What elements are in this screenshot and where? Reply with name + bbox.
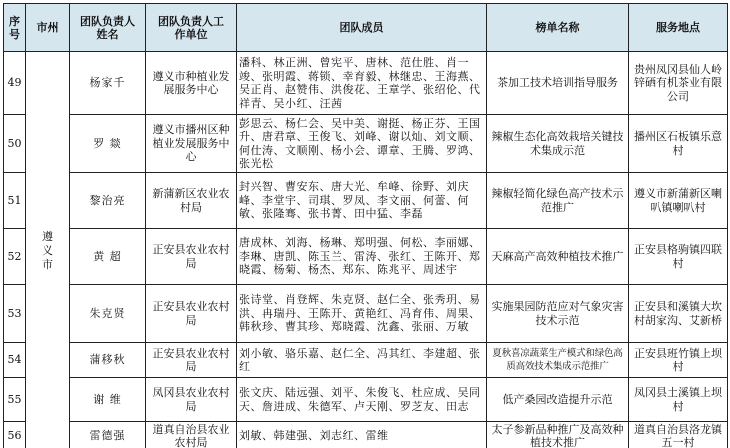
leader-name: 谢 维	[70, 378, 146, 422]
header-city: 市州	[26, 4, 70, 52]
service-place: 正安县班竹镇上坝村	[629, 343, 728, 378]
table-row	[4, 343, 728, 378]
row-number: 49	[4, 52, 26, 115]
leader-unit: 遵义市播州区种植业发展服务中心	[146, 115, 237, 173]
row-number: 51	[4, 173, 26, 229]
service-place: 遵义市新蒲新区喇叭镇喇叭村	[629, 173, 728, 229]
leader-name: 雷德强	[70, 422, 146, 448]
city-cell	[26, 52, 70, 448]
header-unit: 团队负责人工作单位	[146, 4, 237, 52]
row-number: 56	[4, 422, 26, 448]
list-name: 实施果园防范应对气象灾害技术示范	[487, 285, 629, 343]
team-members: 张诗堂、肖登辉、朱克贤、赵仁全、张秀玥、易洪、冉瑞丹、王陈开、黄艳红、冯育伟、周果、韩秋珍、曹其珍、郑晓霞、沈鑫、张丽、万敏	[237, 285, 487, 343]
header-place: 服务地点	[629, 4, 728, 52]
leader-name: 罗 燚	[70, 115, 146, 173]
table-body	[4, 52, 728, 448]
table-row	[4, 173, 728, 229]
leader-name: 杨家千	[70, 52, 146, 115]
team-roster-table	[3, 3, 728, 448]
leader-unit: 正安县农业农村局	[146, 285, 237, 343]
team-members: 封兴智、曹安东、唐大光、牟峰、徐野、刘庆峰、李堂宇、司琪、罗凤、李文丽、何蕾、何敏、张隆骞、张书菁、田中猛、李磊	[237, 173, 487, 229]
service-place: 播州区石板镇乐意村	[629, 115, 728, 173]
service-place: 正安县格驹镇四联村	[629, 229, 728, 285]
list-name: 夏秋喜凉蔬菜生产模式和绿色高质高效技术集成示范推广	[487, 343, 629, 378]
service-place: 贵州凤冈县仙人岭锌硒有机茶业有限公司	[629, 52, 728, 115]
table-row	[4, 378, 728, 422]
table-row	[4, 115, 728, 173]
table-header	[4, 4, 728, 52]
list-name: 辣椒轻简化绿色高产技术示范推广	[487, 173, 629, 229]
row-number: 53	[4, 285, 26, 343]
team-members: 刘小敏、骆乐嘉、赵仁全、冯其红、李建超、张红	[237, 343, 487, 378]
team-members: 张文庆、陆远强、刘平、朱俊飞、杜应成、吴同天、詹进成、朱德军、卢天刚、罗芝友、田志	[237, 378, 487, 422]
leader-name: 蒲移秋	[70, 343, 146, 378]
row-number: 50	[4, 115, 26, 173]
team-members: 刘敏、韩建强、刘志红、雷维	[237, 422, 487, 448]
list-name: 辣椒生态化高效栽培关键技术集成示范	[487, 115, 629, 173]
team-members: 彭思云、杨仁会、吴中美、谢挺、杨正芬、王国升、唐君章、王俊飞、刘峰、谢以灿、刘文顺、何仕涛、文顺刚、杨小会、谭章、王腾、罗鸿、张光松	[237, 115, 487, 173]
leader-name: 朱克贤	[70, 285, 146, 343]
list-name: 低产桑园改造提升示范	[487, 378, 629, 422]
list-name: 茶加工技术培训指导服务	[487, 52, 629, 115]
header-no: 序号	[4, 4, 26, 52]
leader-unit: 正安县农业农村局	[146, 343, 237, 378]
header-members: 团队成员	[237, 4, 487, 52]
leader-name: 黎治亮	[70, 173, 146, 229]
header-leader: 团队负责人姓名	[70, 4, 146, 52]
table-row	[4, 422, 728, 448]
header-list: 榜单名称	[487, 4, 629, 52]
leader-unit: 道真自治县农业农村局	[146, 422, 237, 448]
leader-unit: 凤冈县农业农村局	[146, 378, 237, 422]
service-place: 正安县和溪镇大坎村胡家沟、艾新桥	[629, 285, 728, 343]
team-members: 唐成林、刘海、杨琳、郑明强、何松、李丽娜、李琳、唐凯、陈玉兰、雷涛、张红、王陈开、郑晓霞、杨菊、杨杰、郑东、陈兆平、周述宇	[237, 229, 487, 285]
list-name: 天麻高产高效种植技术推广	[487, 229, 629, 285]
header-row	[4, 4, 728, 52]
city-name: 遵义市	[42, 230, 53, 271]
row-number: 54	[4, 343, 26, 378]
leader-name: 黄 超	[70, 229, 146, 285]
service-place: 凤冈县土溪镇上坝村	[629, 378, 728, 422]
list-name: 太子参新品种推广及高效种植技术推广	[487, 422, 629, 448]
leader-unit: 遵义市种植业发展服务中心	[146, 52, 237, 115]
table-row	[4, 229, 728, 285]
leader-unit: 新蒲新区农业农村局	[146, 173, 237, 229]
leader-unit: 正安县农业农村局	[146, 229, 237, 285]
table-row	[4, 52, 728, 115]
team-members: 潘科、林正洲、曾宪平、唐林、范仕胜、肖一竣、张明霞、蒋锁、幸育毅、林继忠、王海燕、吴正肖、赵赞伟、洪俊花、王章学、张绍伦、代祥青、吴小红、汪茜	[237, 52, 487, 115]
row-number: 52	[4, 229, 26, 285]
table-row	[4, 285, 728, 343]
row-number: 55	[4, 378, 26, 422]
service-place: 道真自治县洛龙镇五一村	[629, 422, 728, 448]
